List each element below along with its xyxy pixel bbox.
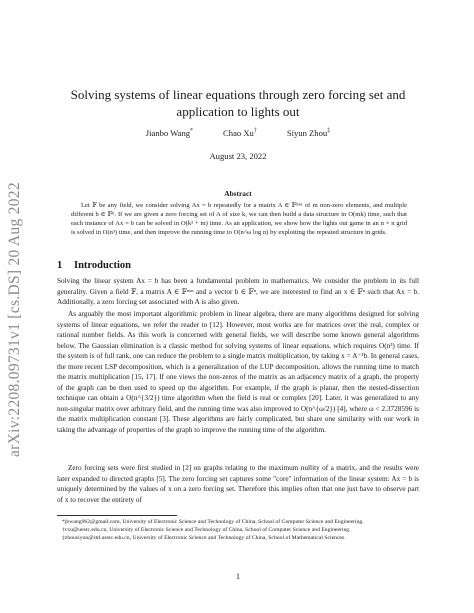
abstract-heading: Abstract: [224, 189, 252, 198]
section-number: 1: [57, 260, 63, 271]
author-1: [146, 128, 193, 138]
author-mark: †: [253, 128, 257, 135]
page-number: 1: [236, 572, 240, 581]
footnotes: [57, 518, 419, 542]
footnote-divider: [57, 515, 177, 516]
author-mark: ‡: [327, 128, 331, 135]
footnote-1: *jbwang962@gmail.com, University of Electronic Science and Technology of China, School of Computer Science and Engineering.: [62, 519, 364, 525]
author-2: [223, 128, 257, 138]
author-mark: *: [190, 128, 194, 135]
author-name: Siyun Zhou: [286, 128, 328, 138]
author-name: Jianbo Wang: [145, 128, 191, 138]
abstract-text: Let 𝔽 be any field, we consider solving Ax = b repeatedly for a matrix A ∈ 𝔽ⁿˣⁿ of m non-zero elements, and multiple different b ∈ 𝔽ⁿ. If we are given a zero forcing set of A of size k, we can then build a data structure in O(mk) time, such that each instance of Ax = b can be solved in O(k² + m) time. As an application, we show how the lights out game in an n × n grid is solved in O(n³) time, and then improve the running time to O(n^ω log n) by exploiting the repeated structure in grids.: [71, 202, 407, 236]
paper-date: August 23, 2022: [209, 151, 267, 161]
footnote-3: ‡zhousiyun@std.uestc.edu.cn, University of Electronic Science and Technology of China, School of Mathematical Sciences.: [62, 535, 346, 541]
section-title: Introduction: [74, 260, 131, 271]
footnote-2: †cxu@uestc.edu.cn, University of Electronic Science and Technology of China, School of Computer Science and Engineering.: [62, 527, 351, 533]
author-name: Chao Xu: [223, 128, 254, 138]
paragraph-3: Zero forcing sets were first studied in [2] on graphs relating to the maximum nullity of a matrix, and the results were later expanded to directed graphs [5]. The zero forcing set captures some "core" information of the linear system: Ax = b is uniquely determined by the values of x on a zero forcing set. Therefore this implies often that one just have to observe part of x to recover the entirety of: [57, 464, 419, 504]
author-3: [287, 128, 330, 138]
title-line-2: application to lights out: [176, 104, 300, 119]
paragraph-2: As arguably the most important algorithmic problem in linear algebra, there are many algorithms designed for solving systems of linear equations, we refer the reader to [12]. However, most works are for matrices over the real, complex or rational number fields. As this work is concerned with general fields, we will describe some known general algorithms below. The Gaussian elimination is a classic method for solving systems of linear equations, which requires O(n³) time. If the system is of full rank, one can reduce the problem to a single matrix multiplication, by taking x = A⁻¹b. In general cases, the more recent LSP decomposition, which is a generalization of the LUP decomposition, allows the running time to match the matrix multiplication [15, 17]. If one views the non-zeros of the matrix as an adjacency matrix of a graph, the property of the graph can be then used to speed up the algorithm. For example, if the graph is planar, then the nested-dissection technique can obtain a O(n^{3/2}) time algorithm when the field is real or complex [20]. Later, it was generalized to any non-singular matrix over arbitrary field, and the running time was also improved to O(n^{ω/2}) [4], where ω < 2.3728596 is the matrix multiplication constant [3]. These algorithms are fairly complicated, but share one similarity with our work in taking the advantage of properties of the graph to improve the running time of the algorithm.: [57, 310, 419, 434]
paragraph-1: Solving the linear system Ax = b has been a fundamental problem in mathematics. We consider the problem in its full generality. Given a field 𝔽, a matrix A ∈ 𝔽ⁿˣⁿ and a vector b ∈ 𝔽ⁿ, we are interested to find an x ∈ 𝔽ⁿ such that Ax = b. Additionally, a zero forcing set associated with A is also given.: [57, 277, 419, 306]
section-heading: [57, 260, 131, 271]
author-list: [57, 128, 419, 138]
arxiv-identifier-stamp: arXiv:2208.09731v1 [cs.DS] 20 Aug 2022: [6, 182, 23, 458]
title-line-1: Solving systems of linear equations through zero forcing set and: [70, 87, 406, 102]
paper-title: [57, 86, 419, 120]
